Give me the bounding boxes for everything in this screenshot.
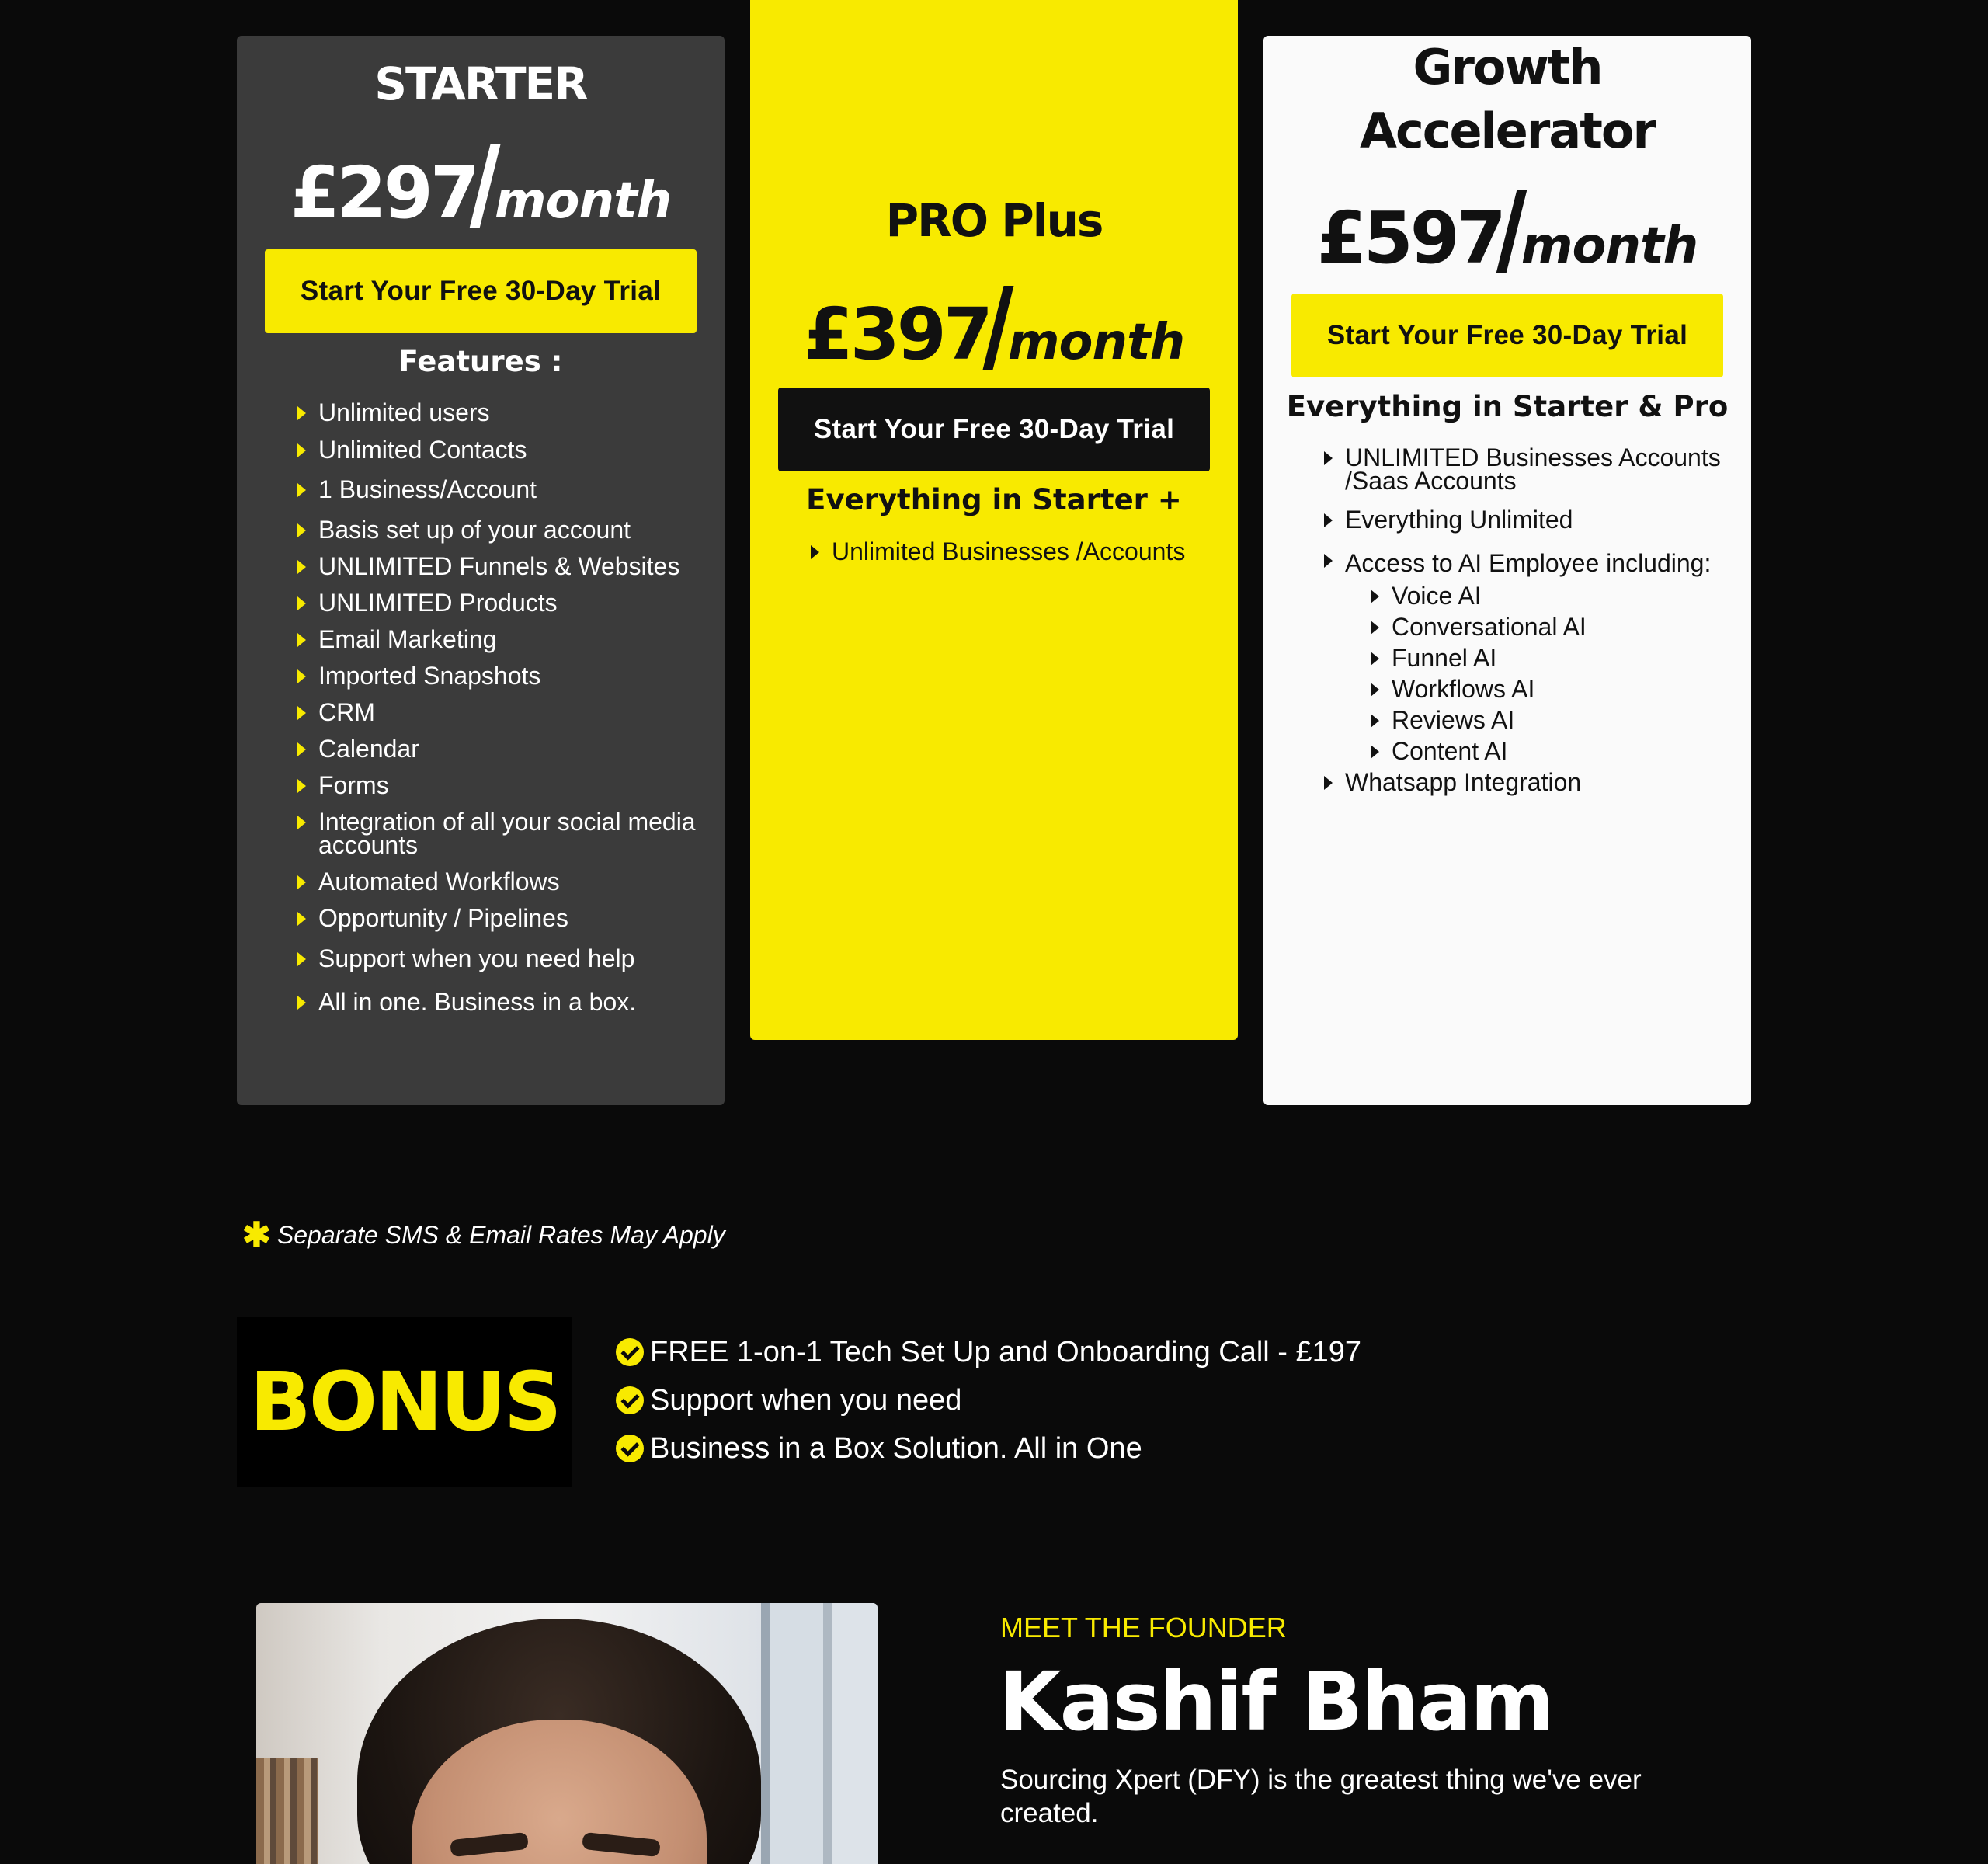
price-amount: £597 [1316, 196, 1503, 280]
check-circle-icon [616, 1386, 644, 1414]
triangle-bullet-icon [297, 560, 306, 574]
triangle-bullet-icon [1371, 683, 1379, 697]
triangle-bullet-icon [297, 633, 306, 647]
feature-list [811, 537, 1222, 565]
plan-title: PRO Plus [885, 194, 1103, 247]
plan-title: STARTER [374, 57, 587, 110]
list-item: Reviews AI [1324, 708, 1728, 732]
triangle-bullet-icon [297, 483, 306, 497]
pricing-card-growth-accelerator [1263, 36, 1751, 1105]
triangle-bullet-icon [1371, 621, 1379, 635]
list-item: Conversational AI [1324, 615, 1728, 638]
rates-note [242, 1215, 725, 1255]
triangle-bullet-icon [297, 779, 306, 793]
feature-list [297, 398, 701, 1016]
plan-price [237, 144, 725, 235]
triangle-bullet-icon [1371, 589, 1379, 603]
check-circle-icon [616, 1435, 644, 1462]
plan-price [1263, 190, 1751, 280]
triangle-bullet-icon [811, 545, 819, 559]
triangle-bullet-icon [297, 596, 306, 610]
plan-price [750, 286, 1238, 376]
triangle-bullet-icon [1371, 745, 1379, 759]
price-period: month [1521, 217, 1698, 275]
list-item: UNLIMITED Funnels & Websites [297, 555, 701, 578]
plan-title-line: Accelerator [1359, 103, 1656, 159]
list-item: All in one. Business in a box. [297, 990, 701, 1014]
start-trial-button[interactable]: Start Your Free 30-Day Trial [265, 249, 697, 333]
triangle-bullet-icon [297, 996, 306, 1010]
triangle-bullet-icon [297, 406, 306, 420]
list-item: Access to AI Employee including: [1324, 548, 1728, 578]
list-item: Support when you need [616, 1376, 1361, 1424]
price-period: month [1007, 314, 1185, 371]
triangle-bullet-icon [297, 875, 306, 889]
features-heading: Everything in Starter + [806, 483, 1182, 516]
price-period: month [494, 172, 672, 230]
check-circle-icon [616, 1338, 644, 1366]
triangle-bullet-icon [297, 706, 306, 720]
triangle-bullet-icon [297, 816, 306, 829]
triangle-bullet-icon [297, 523, 306, 537]
list-item: Support when you need help [297, 947, 701, 970]
start-trial-button[interactable]: Start Your Free 30-Day Trial [1291, 294, 1723, 377]
rates-note-text: Separate SMS & Email Rates May Apply [276, 1221, 725, 1249]
list-item: Imported Snapshots [297, 664, 701, 687]
list-item: Automated Workflows [297, 870, 701, 893]
plan-title-line: Growth [1413, 39, 1602, 96]
founder-description: Sourcing Xpert (DFY) is the greatest thing we've ever created. [1000, 1765, 1642, 1828]
triangle-bullet-icon [297, 912, 306, 926]
founder-name: Kashif Bham [999, 1654, 1553, 1749]
feature-list [1324, 443, 1728, 796]
pricing-card-pro-plus [750, 0, 1238, 1040]
list-item: Basis set up of your account [297, 518, 701, 541]
list-item: Voice AI [1324, 584, 1728, 607]
list-item: FREE 1-on-1 Tech Set Up and Onboarding Call - £197 [616, 1328, 1361, 1376]
asterisk-icon: ✱ [242, 1216, 271, 1254]
bonus-label: BONUS [249, 1355, 560, 1449]
triangle-bullet-icon [1324, 513, 1333, 527]
photo-bookshelf [256, 1758, 318, 1864]
founder-photo [256, 1603, 878, 1864]
bonus-list [616, 1328, 1361, 1473]
list-item: Unlimited Contacts [297, 438, 701, 461]
list-item: Unlimited users [297, 401, 701, 424]
list-item: UNLIMITED Products [297, 591, 701, 614]
price-amount: £297 [290, 151, 477, 235]
features-heading: Everything in Starter & Pro [1286, 390, 1729, 423]
list-item: Forms [297, 774, 701, 797]
list-item: Calendar [297, 737, 701, 760]
pricing-card-starter [237, 36, 725, 1105]
list-item: Workflows AI [1324, 677, 1728, 701]
triangle-bullet-icon [1324, 776, 1333, 790]
triangle-bullet-icon [297, 742, 306, 756]
features-heading: Features : [398, 345, 563, 378]
list-item: 1 Business/Account [297, 478, 701, 501]
triangle-bullet-icon [1324, 554, 1333, 568]
list-item: Integration of all your social media accounts [297, 810, 701, 857]
list-item: Content AI [1324, 739, 1728, 763]
list-item: Whatsapp Integration [1324, 770, 1728, 794]
founder-eyebrow: MEET THE FOUNDER [1000, 1612, 1287, 1643]
list-item: Opportunity / Pipelines [297, 906, 701, 930]
triangle-bullet-icon [1324, 451, 1333, 465]
list-item: CRM [297, 701, 701, 724]
price-amount: £397 [803, 293, 990, 376]
start-trial-button[interactable]: Start Your Free 30-Day Trial [778, 388, 1210, 471]
list-item: Email Marketing [297, 628, 701, 651]
triangle-bullet-icon [297, 443, 306, 457]
list-item: Everything Unlimited [1324, 508, 1728, 531]
photo-window [761, 1603, 878, 1864]
plan-title [1263, 36, 1751, 163]
list-item: Unlimited Businesses /Accounts [811, 540, 1222, 563]
triangle-bullet-icon [1371, 652, 1379, 666]
triangle-bullet-icon [1371, 714, 1379, 728]
list-item: UNLIMITED Businesses Accounts /Saas Accounts [1324, 446, 1728, 492]
bonus-badge [237, 1317, 572, 1487]
list-item: Business in a Box Solution. All in One [616, 1424, 1361, 1473]
triangle-bullet-icon [297, 669, 306, 683]
triangle-bullet-icon [297, 952, 306, 966]
list-item: Funnel AI [1324, 646, 1728, 669]
